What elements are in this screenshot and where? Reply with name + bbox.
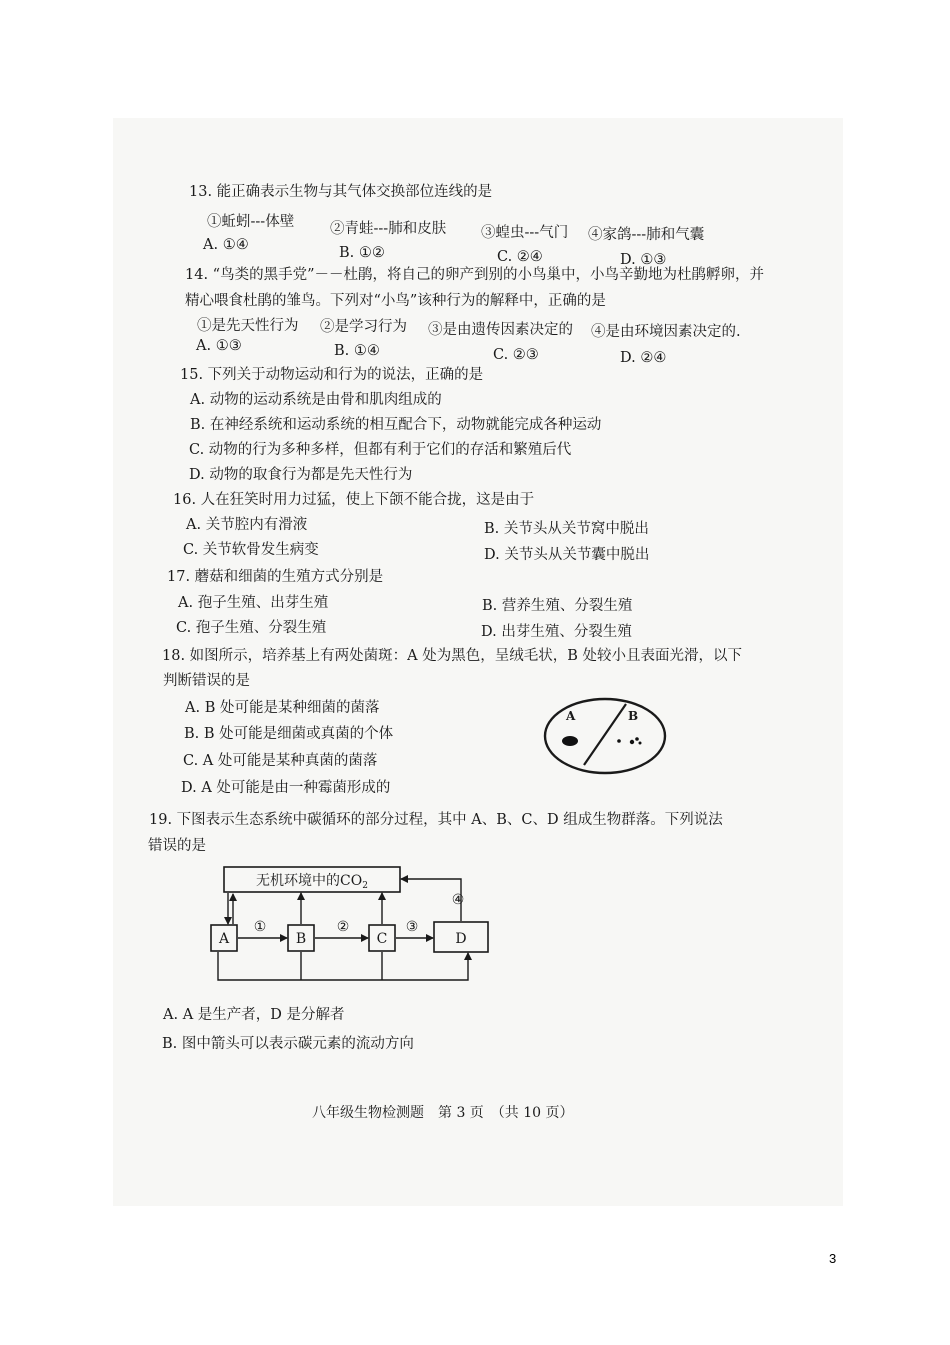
q14-option-a: A. ①③ [196,338,242,354]
q15-option-b: B. 在神经系统和运动系统的相互配合下，动物就能完成各种运动 [190,417,602,433]
dish-divider-line [584,704,626,765]
arrow-label-2: ② [336,919,350,935]
node-b-label: B [295,931,307,947]
colony-b-dot [639,742,642,745]
q18-option-c: C. A 处可能是某种真菌的菌落 [183,753,378,769]
dish-label-b: B [628,709,639,723]
q13-option-a: A. ①④ [203,237,249,253]
q13-option-c: C. ②④ [497,249,543,265]
colony-b-dot [635,737,639,741]
arrow-label-3: ③ [405,919,419,935]
page-number: 3 [829,1251,837,1266]
page-footer: 八年级生物检测题 第 3 页 （共 10 页） [312,1105,574,1121]
q17-option-a: A. 孢子生殖、出芽生殖 [178,595,329,611]
q14-option-d: D. ②④ [620,350,667,366]
q18-option-a: A. B 处可能是某种细菌的菌落 [185,700,380,716]
q14-item-4: ④是由环境因素决定的. [591,324,741,340]
dish-label-a: A [566,709,576,723]
q19-option-b: B. 图中箭头可以表示碳元素的流动方向 [162,1036,414,1052]
q13-item-2: ②青蛙---肺和皮肤 [330,221,447,237]
q15-stem: 15. 下列关于动物运动和行为的说法，正确的是 [180,367,484,383]
q14-option-c: C. ②③ [493,347,539,363]
q13-item-4: ④家鸽---肺和气囊 [588,227,705,243]
colony-b-dot [630,740,634,744]
q16-option-d: D. 关节头从关节囊中脱出 [484,547,650,563]
q14-stem-line-2: 精心喂食杜鹃的雏鸟。下列对“小鸟”该种行为的解释中，正确的是 [185,293,606,309]
q13-item-3: ③蝗虫---气门 [481,225,569,241]
colony-a [562,736,578,746]
q15-option-d: D. 动物的取食行为都是先天性行为 [189,467,413,483]
colony-b-dot [617,739,621,743]
q15-option-c: C. 动物的行为多种多样，但都有利于它们的存活和繁殖后代 [189,442,572,458]
co2-box-label: 无机环境中的$CO_2$ [256,873,368,891]
carbon-cycle-diagram [200,858,500,988]
q16-option-c: C. 关节软骨发生病变 [183,542,319,558]
node-d-label: D [455,931,467,947]
q14-item-2: ②是学习行为 [320,319,407,335]
q14-item-1: ①是先天性行为 [197,318,299,334]
q13-item-1: ①蚯蚓---体壁 [207,214,295,230]
q18-option-d: D. A 处可能是由一种霉菌形成的 [181,780,391,796]
q16-option-a: A. 关节腔内有滑液 [186,517,308,533]
q17-option-d: D. 出芽生殖、分裂生殖 [481,624,632,640]
petri-dish-figure [542,695,670,777]
q19-option-a: A. A 是生产者，D 是分解者 [163,1007,345,1023]
q17-option-c: C. 孢子生殖、分裂生殖 [176,620,327,636]
q17-option-b: B. 营养生殖、分裂生殖 [482,598,633,614]
q19-stem-line-2: 错误的是 [148,838,206,854]
q13-option-d: D. ①③ [620,252,667,268]
q18-stem-line-2: 判断错误的是 [163,673,250,689]
q19-stem-line-1: 19. 下图表示生态系统中碳循环的部分过程，其中 A、B、C、D 组成生物群落。下列说法 [149,812,723,828]
q15-option-a: A. 动物的运动系统是由骨和肌肉组成的 [190,392,442,408]
q14-option-b: B. ①④ [334,343,380,359]
q18-option-b: B. B 处可能是细菌或真菌的个体 [184,726,394,742]
node-c-label: C [376,931,388,947]
q18-stem-line-1: 18. 如图所示，培养基上有两处菌斑：A 处为黑色，呈绒毛状，B 处较小且表面光滑，以下 [162,648,743,664]
q14-item-3: ③是由遗传因素决定的 [428,322,573,338]
arrow-bottom-to-d [218,952,468,980]
arrow-label-4: ④ [451,892,465,908]
q14-stem-line-1: 14. “鸟类的黑手党”－－杜鹃，将自己的卵产到别的小鸟巢中，小鸟辛勤地为杜鹃孵卵，并 [185,267,764,283]
arrow-label-1: ① [253,919,267,935]
q16-option-b: B. 关节头从关节窝中脱出 [484,521,649,537]
q16-stem: 16. 人在狂笑时用力过猛，使上下颌不能合拢，这是由于 [173,492,535,508]
node-a-label: A [218,931,230,947]
q17-stem: 17. 蘑菇和细菌的生殖方式分别是 [167,569,384,585]
q13-stem: 13. 能正确表示生物与其气体交换部位连线的是 [189,184,493,200]
q13-option-b: B. ①② [339,245,385,261]
